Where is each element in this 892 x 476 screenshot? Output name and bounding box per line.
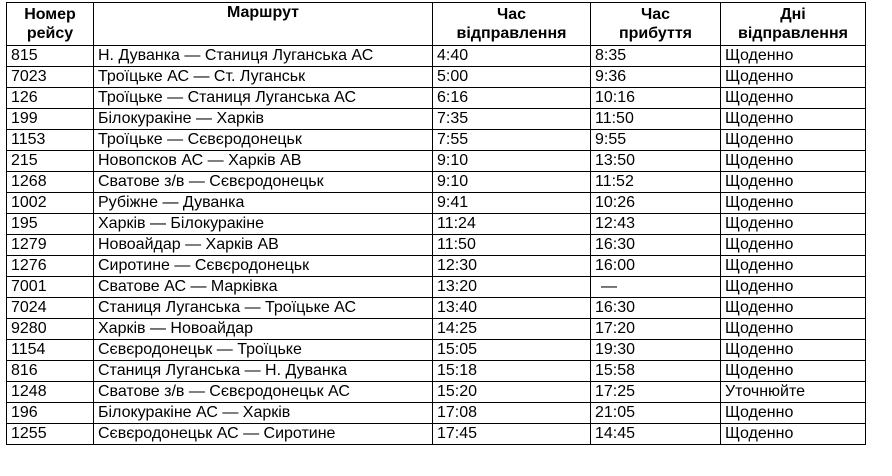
- cell-route: Новопсков АС — Харків АВ: [94, 151, 433, 172]
- cell-departure-time: 17:45: [433, 424, 591, 445]
- cell-trip-number: 1002: [7, 193, 94, 214]
- cell-departure-time: 9:10: [433, 151, 591, 172]
- cell-departure-days: Щоденно: [721, 193, 866, 214]
- cell-trip-number: 815: [7, 46, 94, 67]
- cell-departure-time: 7:35: [433, 109, 591, 130]
- cell-route: Н. Дуванка — Станиця Луганська АС: [94, 46, 433, 67]
- cell-departure-days: Щоденно: [721, 109, 866, 130]
- cell-route: Станиця Луганська — Н. Дуванка: [94, 361, 433, 382]
- cell-arrival-time: 16:30: [591, 235, 721, 256]
- cell-departure-days: Щоденно: [721, 319, 866, 340]
- cell-route: Сєвєродонецьк АС — Сиротине: [94, 424, 433, 445]
- cell-route: Сватове з/в — Сєвєродонецьк АС: [94, 382, 433, 403]
- cell-departure-days: Щоденно: [721, 424, 866, 445]
- header-line: рейсу: [26, 25, 74, 42]
- cell-departure-days: Щоденно: [721, 88, 866, 109]
- table-row: [7, 88, 866, 109]
- header-line: Маршрут: [226, 4, 300, 21]
- cell-arrival-time: 12:43: [591, 214, 721, 235]
- header-departure-days: [721, 3, 866, 46]
- header-arrival-time: [591, 3, 721, 46]
- cell-trip-number: 9280: [7, 319, 94, 340]
- cell-departure-days: Щоденно: [721, 46, 866, 67]
- cell-arrival-time: 17:25: [591, 382, 721, 403]
- cell-departure-time: 15:05: [433, 340, 591, 361]
- table-row: [7, 382, 866, 403]
- table-header: [7, 3, 866, 46]
- cell-arrival-time: 10:16: [591, 88, 721, 109]
- table-row: [7, 130, 866, 151]
- cell-trip-number: 126: [7, 88, 94, 109]
- table-row: [7, 277, 866, 298]
- cell-departure-time: 9:10: [433, 172, 591, 193]
- cell-arrival-time: 21:05: [591, 403, 721, 424]
- table-row: [7, 235, 866, 256]
- cell-route: Рубіжне — Дуванка: [94, 193, 433, 214]
- cell-departure-time: 4:40: [433, 46, 591, 67]
- cell-departure-time: 5:00: [433, 67, 591, 88]
- cell-departure-days: Щоденно: [721, 130, 866, 151]
- cell-trip-number: 1279: [7, 235, 94, 256]
- cell-departure-time: 15:18: [433, 361, 591, 382]
- cell-arrival-time: 15:58: [591, 361, 721, 382]
- cell-trip-number: 196: [7, 403, 94, 424]
- cell-departure-time: 11:24: [433, 214, 591, 235]
- cell-departure-days: Щоденно: [721, 403, 866, 424]
- header-line: Час: [640, 6, 671, 23]
- header-line: відправлення: [456, 25, 567, 42]
- cell-route: Сватове з/в — Сєвєродонецьк: [94, 172, 433, 193]
- cell-route: Харків — Новоайдар: [94, 319, 433, 340]
- cell-arrival-time: 11:50: [591, 109, 721, 130]
- header-departure-time: [433, 3, 591, 46]
- table-row: [7, 151, 866, 172]
- cell-departure-days: Уточнюйте: [721, 382, 866, 403]
- cell-trip-number: 215: [7, 151, 94, 172]
- header-line: прибуття: [618, 25, 693, 42]
- cell-departure-time: 7:55: [433, 130, 591, 151]
- cell-departure-time: 11:50: [433, 235, 591, 256]
- header-line: Номер: [24, 6, 76, 23]
- cell-departure-days: Щоденно: [721, 256, 866, 277]
- header-trip-number: [7, 3, 94, 46]
- header-line: Дні: [780, 6, 806, 23]
- cell-trip-number: 7024: [7, 298, 94, 319]
- header-route: [94, 3, 433, 46]
- cell-departure-time: 13:40: [433, 298, 591, 319]
- cell-departure-days: Щоденно: [721, 298, 866, 319]
- cell-arrival-time: 16:30: [591, 298, 721, 319]
- table-row: [7, 193, 866, 214]
- cell-trip-number: 1276: [7, 256, 94, 277]
- table-row: [7, 319, 866, 340]
- table-row: [7, 424, 866, 445]
- cell-route: Сватове АС — Марківка: [94, 277, 433, 298]
- cell-departure-days: Щоденно: [721, 67, 866, 88]
- header-row: [7, 3, 866, 46]
- cell-arrival-time: 8:35: [591, 46, 721, 67]
- cell-arrival-time: 13:50: [591, 151, 721, 172]
- cell-route: Білокуракіне АС — Харків: [94, 403, 433, 424]
- cell-departure-days: Щоденно: [721, 172, 866, 193]
- cell-arrival-time: 16:00: [591, 256, 721, 277]
- cell-route: Білокуракіне — Харків: [94, 109, 433, 130]
- cell-trip-number: 1154: [7, 340, 94, 361]
- table-body: [7, 46, 866, 445]
- cell-departure-time: 13:20: [433, 277, 591, 298]
- cell-route: Троїцьке АС — Ст. Луганськ: [94, 67, 433, 88]
- cell-trip-number: 1268: [7, 172, 94, 193]
- cell-arrival-time: 11:52: [591, 172, 721, 193]
- cell-departure-time: 12:30: [433, 256, 591, 277]
- cell-departure-time: 6:16: [433, 88, 591, 109]
- cell-departure-time: 17:08: [433, 403, 591, 424]
- cell-arrival-time: 10:26: [591, 193, 721, 214]
- table-row: [7, 172, 866, 193]
- header-line: відправлення: [738, 25, 848, 42]
- cell-route: Станиця Луганська — Троїцьке АС: [94, 298, 433, 319]
- cell-trip-number: 7001: [7, 277, 94, 298]
- cell-route: Троїцьке — Сєвєродонецьк: [94, 130, 433, 151]
- cell-departure-days: Щоденно: [721, 340, 866, 361]
- cell-departure-time: 9:41: [433, 193, 591, 214]
- cell-arrival-time: —: [591, 277, 721, 298]
- table-row: [7, 361, 866, 382]
- cell-trip-number: 1153: [7, 130, 94, 151]
- cell-route: Троїцьке — Станиця Луганська АС: [94, 88, 433, 109]
- cell-arrival-time: 17:20: [591, 319, 721, 340]
- cell-trip-number: 7023: [7, 67, 94, 88]
- table-row: [7, 403, 866, 424]
- cell-trip-number: 1255: [7, 424, 94, 445]
- cell-arrival-time: 14:45: [591, 424, 721, 445]
- cell-trip-number: 199: [7, 109, 94, 130]
- cell-route: Сєвєродонецьк — Троїцьке: [94, 340, 433, 361]
- bus-schedule-table: [6, 2, 866, 445]
- cell-departure-time: 14:25: [433, 319, 591, 340]
- cell-departure-days: Щоденно: [721, 277, 866, 298]
- cell-departure-time: 15:20: [433, 382, 591, 403]
- cell-departure-days: Щоденно: [721, 361, 866, 382]
- table-row: [7, 214, 866, 235]
- cell-route: Новоайдар — Харків АВ: [94, 235, 433, 256]
- table-row: [7, 109, 866, 130]
- header-line: Час: [496, 6, 527, 23]
- cell-trip-number: 195: [7, 214, 94, 235]
- table-row: [7, 46, 866, 67]
- cell-departure-days: Щоденно: [721, 151, 866, 172]
- table-row: [7, 67, 866, 88]
- table-row: [7, 256, 866, 277]
- cell-arrival-time: 9:55: [591, 130, 721, 151]
- cell-departure-days: Щоденно: [721, 214, 866, 235]
- cell-departure-days: Щоденно: [721, 235, 866, 256]
- cell-arrival-time: 9:36: [591, 67, 721, 88]
- cell-route: Сиротине — Сєвєродонецьк: [94, 256, 433, 277]
- cell-trip-number: 816: [7, 361, 94, 382]
- cell-arrival-time: 19:30: [591, 340, 721, 361]
- table-row: [7, 298, 866, 319]
- cell-trip-number: 1248: [7, 382, 94, 403]
- cell-route: Харків — Білокуракіне: [94, 214, 433, 235]
- table-row: [7, 340, 866, 361]
